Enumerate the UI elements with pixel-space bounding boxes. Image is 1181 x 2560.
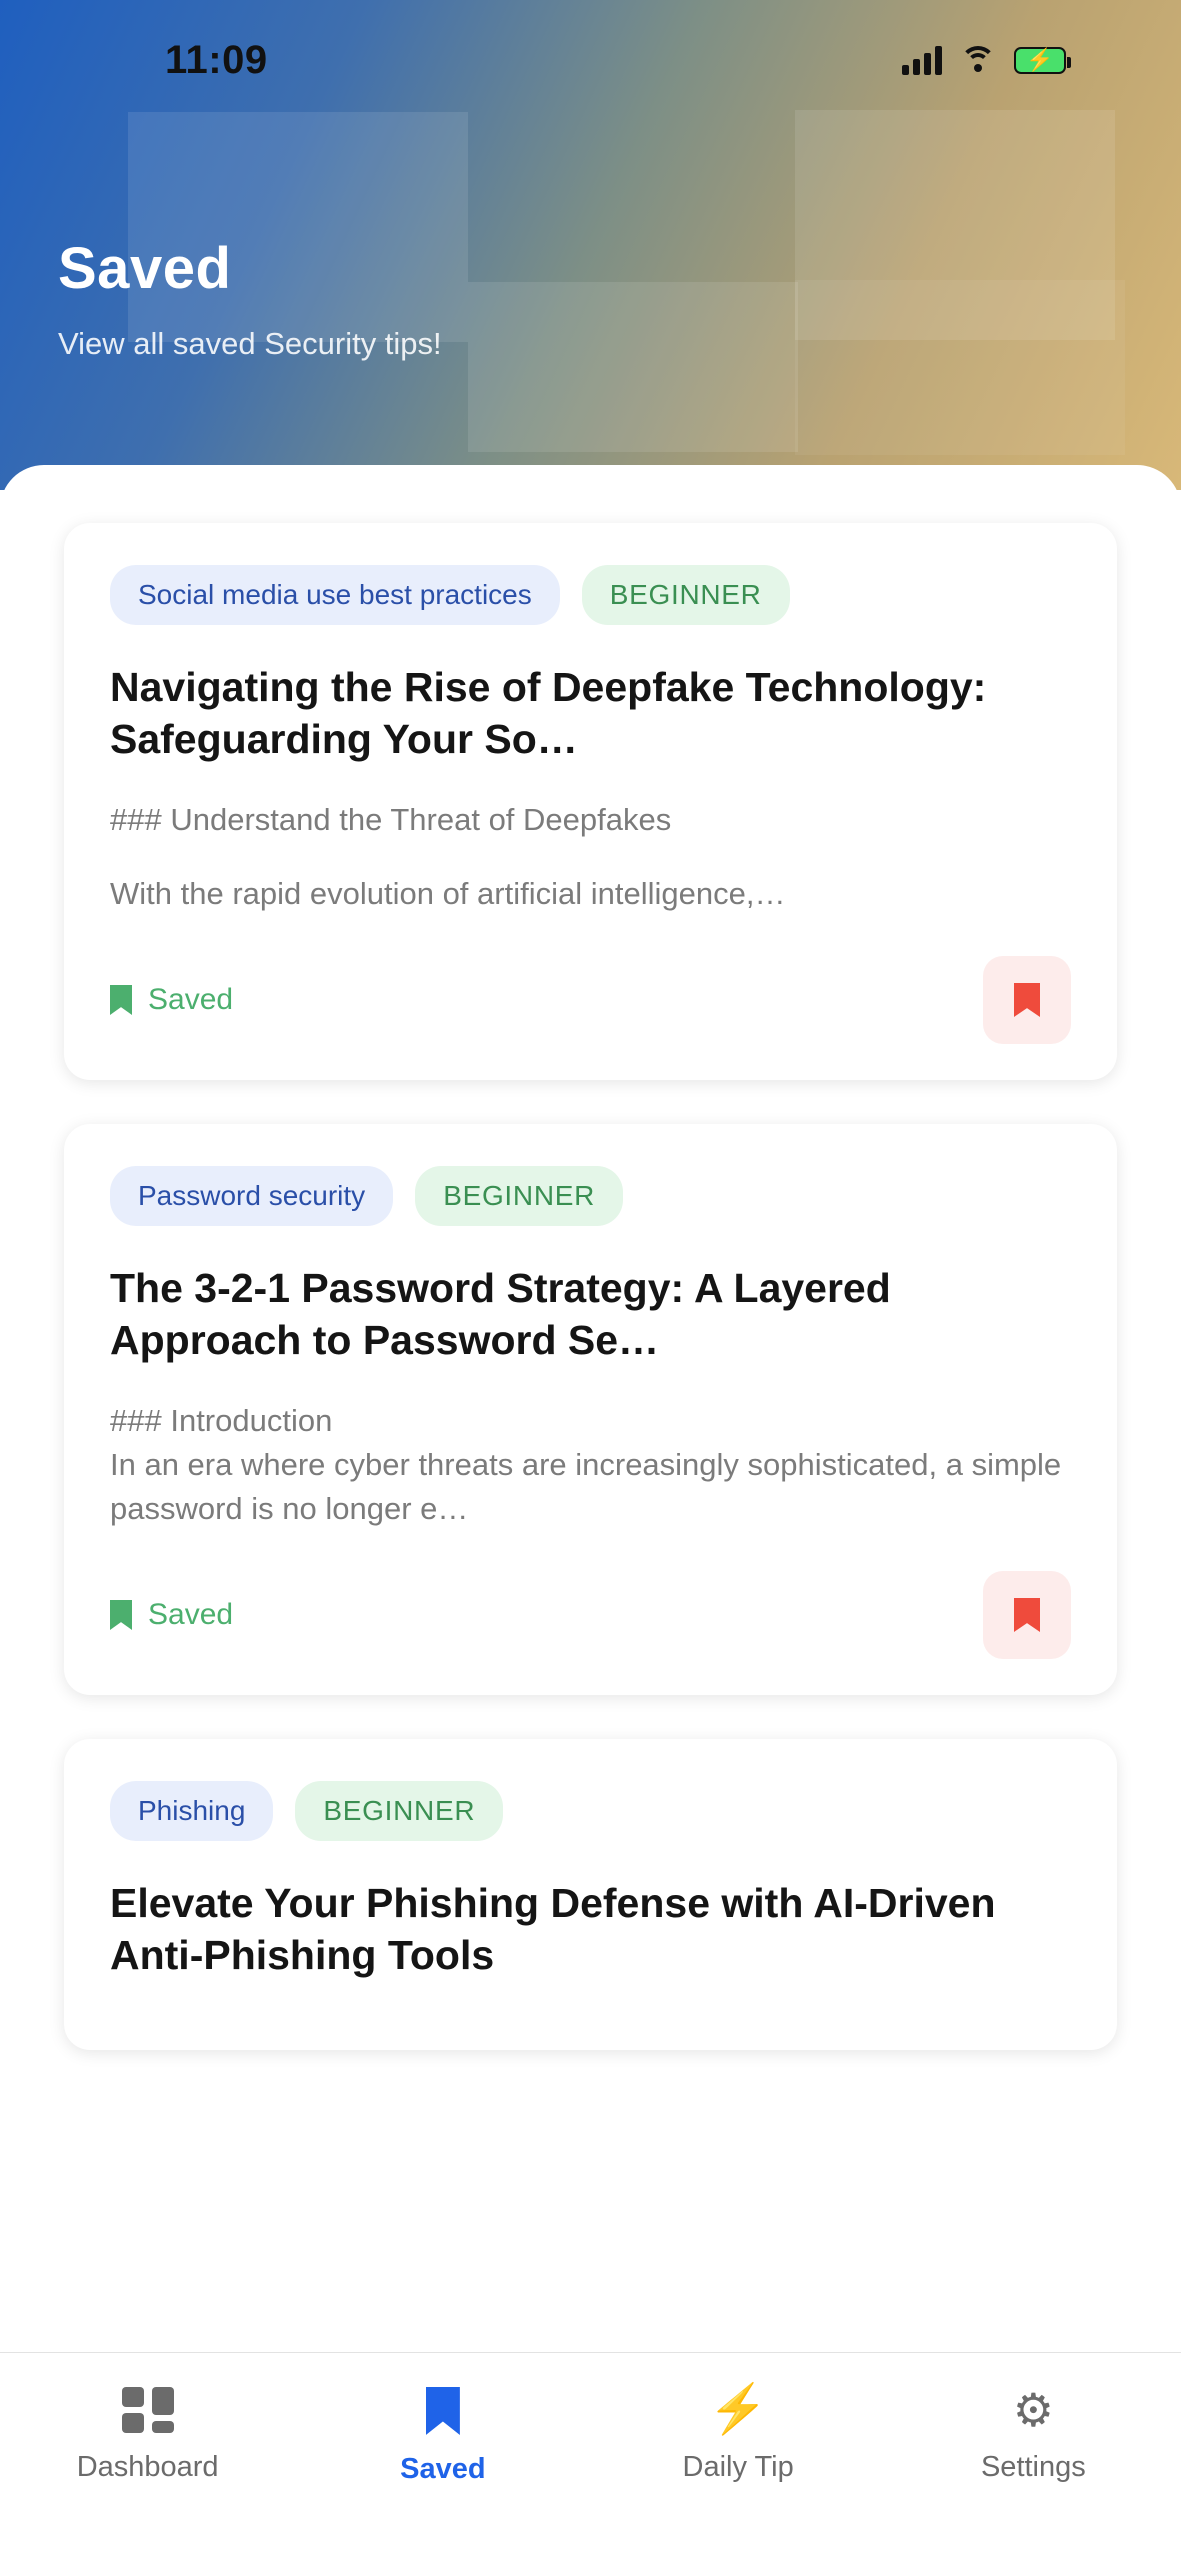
tab-label: Settings — [980, 2451, 1086, 2483]
page-header — [0, 0, 1181, 490]
bottom-tab-bar — [0, 2352, 1181, 2560]
card-title[interactable]: The 3-2-1 Password Strategy: A Layered Approach to Password Se… — [110, 1264, 891, 1364]
status-badge — [110, 1598, 233, 1632]
saved-label: Saved — [148, 1597, 234, 1631]
level-badge: BEGINNER — [582, 565, 790, 625]
cellular-bars-icon — [902, 45, 942, 75]
tab-label: Daily Tip — [682, 2451, 794, 2483]
content-sheet — [0, 465, 1181, 2560]
tab-label: Saved — [400, 2453, 486, 2485]
tab-label: Dashboard — [76, 2451, 219, 2483]
tab-dashboard[interactable] — [0, 2387, 295, 2484]
tab-daily-tip[interactable] — [591, 2383, 886, 2484]
bookmark-icon — [426, 2387, 460, 2435]
status-time: 11:09 — [165, 37, 268, 82]
card-body-line: In an era where cyber threats are increasingly sophisticated, a simple password is no longer e… — [110, 1446, 1062, 1526]
card-body — [110, 1399, 1071, 1531]
level-badge: BEGINNER — [295, 1781, 503, 1841]
header-text-block — [58, 235, 442, 362]
wifi-icon — [960, 46, 996, 74]
list-item[interactable] — [64, 1124, 1117, 1695]
card-body — [110, 798, 1071, 916]
header-decorative-tile — [795, 280, 1125, 455]
remove-bookmark-button[interactable] — [983, 956, 1071, 1044]
remove-bookmark-icon — [1014, 983, 1040, 1017]
level-badge: BEGINNER — [415, 1166, 623, 1226]
card-title[interactable]: Navigating the Rise of Deepfake Technology: Safeguarding Your So… — [110, 664, 987, 763]
card-chips — [110, 1781, 1071, 1841]
status-indicators — [902, 45, 1066, 75]
page-title: Saved — [58, 236, 232, 301]
card-body-line: ### Introduction — [110, 1402, 333, 1438]
bookmark-icon — [110, 985, 132, 1015]
bolt-icon: ⚡ — [708, 2383, 768, 2436]
list-item[interactable] — [64, 1739, 1117, 2050]
status-bar — [0, 0, 1181, 120]
page-subtitle: View all saved Security tips! — [58, 326, 442, 361]
battery-charging-icon: ⚡ — [1014, 47, 1066, 74]
saved-label: Saved — [148, 982, 234, 1016]
card-body-line: With the rapid evolution of artificial intelligence,… — [110, 875, 786, 911]
card-chips — [110, 1166, 1071, 1226]
saved-tips-list[interactable] — [0, 465, 1181, 2560]
topic-badge[interactable]: Phishing — [110, 1781, 273, 1841]
card-chips — [110, 565, 1071, 625]
topic-badge[interactable]: Social media use best practices — [110, 565, 560, 625]
gear-icon: ⚙ — [1012, 2384, 1054, 2436]
card-footer — [110, 956, 1071, 1044]
card-footer — [110, 1571, 1071, 1659]
bookmark-icon — [110, 1600, 132, 1630]
dashboard-grid-icon — [122, 2387, 174, 2433]
tab-saved[interactable] — [295, 2387, 590, 2486]
card-title[interactable]: Elevate Your Phishing Defense with AI-Driven Anti-Phishing Tools — [110, 1879, 996, 1979]
remove-bookmark-button[interactable] — [983, 1571, 1071, 1659]
list-item[interactable] — [64, 523, 1117, 1080]
status-badge — [110, 983, 233, 1017]
remove-bookmark-icon — [1014, 1598, 1040, 1632]
header-decorative-tile — [468, 282, 798, 452]
topic-badge[interactable]: Password security — [110, 1166, 393, 1226]
card-body-line: ### Understand the Threat of Deepfakes — [110, 801, 672, 837]
tab-settings[interactable] — [886, 2384, 1181, 2484]
